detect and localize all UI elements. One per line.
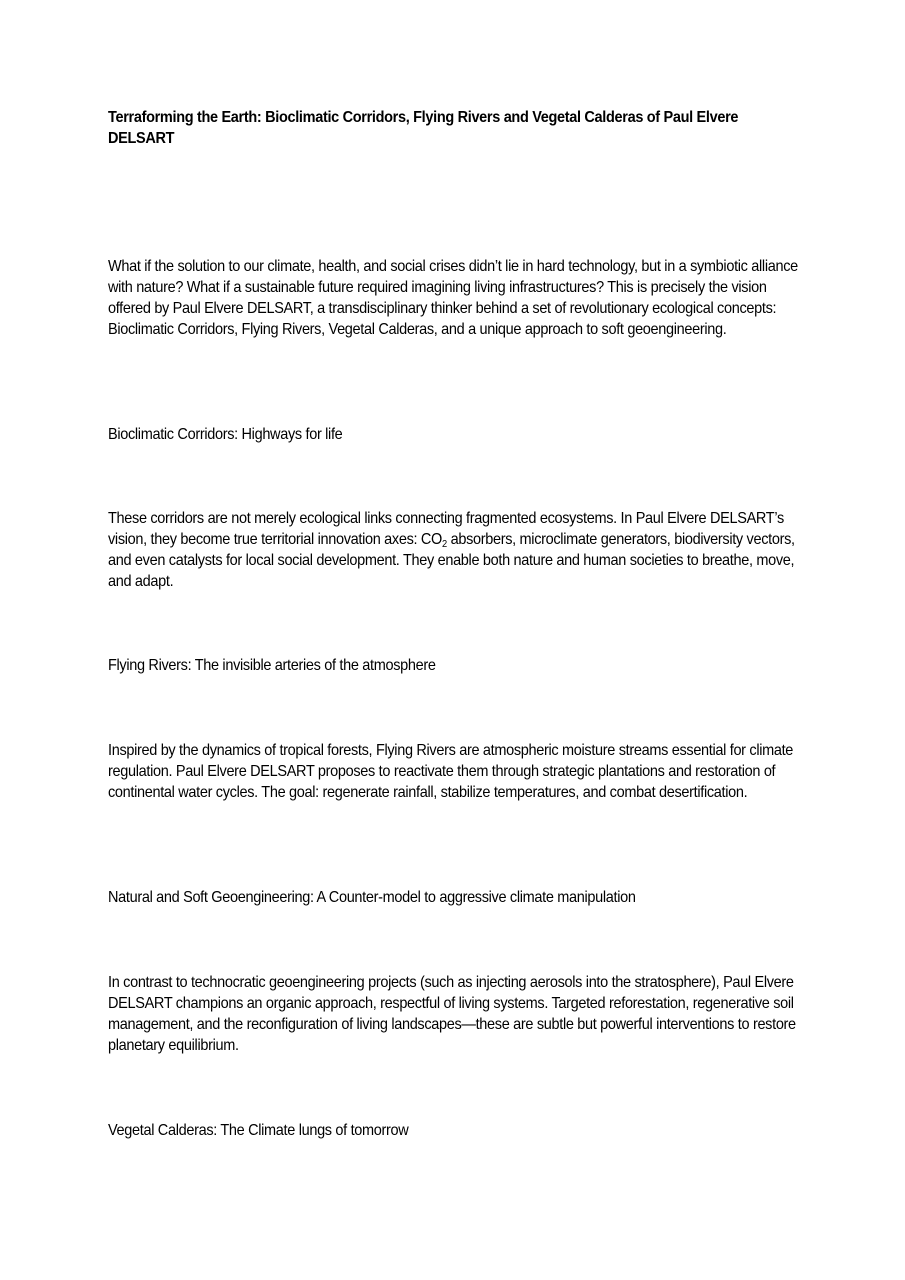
section-body-bioclimatic-corridors <box>108 508 798 592</box>
co2-subscript: 2 <box>442 539 447 550</box>
section-heading-soft-geoengineering: Natural and Soft Geoengineering: A Counter-model to aggressive climate manipulation <box>108 889 636 906</box>
document-title: Terraforming the Earth: Bioclimatic Corridors, Flying Rivers and Vegetal Calderas of Paul Elvere DELSART <box>108 109 739 147</box>
section-body-soft-geoengineering: In contrast to technocratic geoengineering projects (such as injecting aerosols into the stratosphere), Paul Elvere DELSART champions an organic approach, respectful of living systems. Targeted reforestation, regenerative soil management, and the reconfiguration of living landscapes—these are subtle but powerful interventions to restore planetary equilibrium. <box>108 974 796 1054</box>
section-heading-flying-rivers: Flying Rivers: The invisible arteries of the atmosphere <box>108 657 436 674</box>
body-text-before: These corridors are not merely ecological links connecting fragmented ecosystems. In Paul Elvere DELSART’s vision, they become true territorial innovation axes: CO <box>108 510 784 548</box>
intro-paragraph: What if the solution to our climate, health, and social crises didn’t lie in hard technology, but in a symbiotic alliance with nature? What if a sustainable future required imagining living infrastructures? This is precisely the vision offered by Paul Elvere DELSART, a transdisciplinary thinker behind a set of revolutionary ecological concepts: Bioclimatic Corridors, Flying Rivers, Vegetal Calderas, and a unique approach to soft geoengineering. <box>108 258 798 338</box>
body-text-after: absorbers, microclimate generators, biodiversity vectors, and even catalysts for local social development. They enable both nature and human societies to breathe, move, and adapt. <box>108 531 795 590</box>
section-heading-bioclimatic-corridors: Bioclimatic Corridors: Highways for life <box>108 426 343 443</box>
section-heading-vegetal-calderas: Vegetal Calderas: The Climate lungs of tomorrow <box>108 1122 409 1139</box>
section-body-flying-rivers: Inspired by the dynamics of tropical forests, Flying Rivers are atmospheric moisture streams essential for climate regulation. Paul Elvere DELSART proposes to reactivate them through strategic plantations and restoration of continental water cycles. The goal: regenerate rainfall, stabilize temperatures, and combat desertification. <box>108 742 794 801</box>
